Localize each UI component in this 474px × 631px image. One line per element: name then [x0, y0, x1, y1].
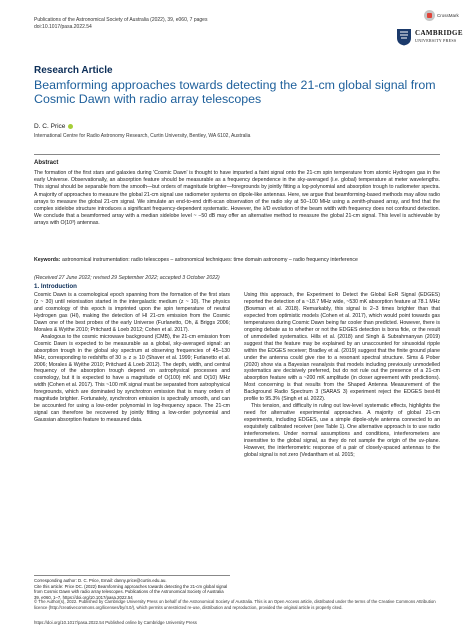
- section-heading: 1. Introduction: [34, 283, 77, 290]
- journal-doi[interactable]: doi:10.1017/pasa.2022.54: [34, 23, 92, 30]
- footnotes: [34, 575, 230, 600]
- journal-header: [34, 17, 207, 30]
- citation-note: Cite this article: Price DC. (2022) Beamforming approaches towards detecting the 21-cm global signal from Cosmic Dawn with radio array telescopes. Publications of the Astronomical Society of Australia 39, e060, 1–7. https://doi.org/10.1017/pasa.2022.54: [34, 583, 228, 600]
- intro-paragraph-2: Analogous to the cosmic microwave background (CMB), the 21-cm emission from Cosmic Dawn is expected to be measurable as a global, sky-averaged signal: an absorption trough in the global sky spectrum at observing frequencies of 45–130 MHz, corresponding to redshifts of 30 ≳ z ≳ 10 (Shaver et al. 1999; Furlanetto et al. 2006; Morales & Wyithe 2010; Pritchard & Loeb 2012). The depth, width, and central frequency of the absorption trough depend on astrophysical processes and cosmology, but it is expected to have a magnitude of O(100) mK and O(10) MHz width (Cohen et al. 2017). This ~100 mK signal must be separated from astrophysical foregrounds, which are dominated by synchrotron emission that is many orders of magnitude brighter. Fortunately, synchrotron emission is spectrally smooth, and can be accounted for using a low-order polynomial in log-frequency space. The 21-cm signal can therefore be recovered by jointly fitting a low-order polynomial and Gaussian absorption feature to measured data.: [34, 333, 230, 424]
- article-type: Research Article: [34, 65, 113, 76]
- publisher-logo: [396, 26, 470, 48]
- keywords-label: Keywords:: [34, 257, 61, 263]
- abstract-heading: Abstract: [34, 160, 59, 166]
- copyright-notice: © The Author(s), 2022. Published by Cambridge University Press on behalf of the Astronomical Society of Australia. This is an Open Access article, distributed under the terms of the Creative Commons Attribution licence (http://creativecommons.org/licenses/by/4.0/), which permits unrestricted re-use, distribution and reproduction, provided the original article is properly cited.: [34, 599, 436, 610]
- author-line: [34, 123, 73, 130]
- affiliation: International Centre for Radio Astronomy Research, Curtin University, Bentley, WA 6102, Australia: [34, 133, 251, 139]
- intro-paragraph-4: This tension, and difficulty in ruling out low-level systematic effects, highlights the need for alternative experimental approaches. A majority of global 21-cm experiments, including EDGES, use a simple dipole-style antenna connected to an exquisitely calibrated receiver (see Table 1). One alternative approach is to use radio interferometers. Under normal assumptions and conditions, interferometers are insensitive to the global signal, as they do not sample the origin of the uv-plane. However, the interferometric response of a pair of closely-spaced antennas to the global signal is not zero (Vedantham et al. 2015;: [244, 403, 440, 458]
- journal-citation: Publications of the Astronomical Society of Australia (2022), 39, e060, 7 pages: [34, 17, 208, 23]
- received-dates: (Received 27 June 2022; revised 29 September 2022; accepted 3 October 2022): [34, 275, 220, 281]
- publisher-subname: UNIVERSITY PRESS: [415, 38, 457, 43]
- right-column: [244, 292, 440, 459]
- abstract-text: The formation of the first stars and galaxies during 'Cosmic Dawn' is thought to have imparted a faint signal onto the 21-cm spin temperature from atomic Hydrogen gas in the early Universe. Observationally, an absorption feature should be measurable as a frequency dependence in the sky-averaged (i.e. global) temperature at meter wavelengths. This signal should be separable from the smooth—but orders of magnitude brighter—foregrounds by jointly fitting a log-polynomial and absorption trough to radiometer spectra. A majority of approaches to measure the global 21-cm signal use radiometer systems on dipole-like antennas. Here, we argue that beamforming-based methods may allow radio arrays to measure the global 21-cm signal. We simulate an end-to-end drift-scan observation of the radio sky at 50–100 MHz using a zenith-phased array, and find that the complex sidelobe structure introduces a significant frequency-dependent systematic. However, the λ/D evolution of the beam width with frequency does not confound detection. We conclude that a beamformed array with a median sidelobe level ~ −50 dB may offer an alternative method to measure the global 21-cm signal. This level is achievable by arrays with O(10³) antennas.: [34, 170, 440, 227]
- orcid-icon[interactable]: [68, 124, 73, 129]
- intro-paragraph-3: Using this approach, the Experiment to Detect the Global EoR Signal (EDGES) reported the detection of a ~18.7 MHz wide, ~530 mK absorption feature at 78.1 MHz (Bowman et al. 2018). Remarkably, this signal is 2–3 times brighter than that expected from optimistic models (Cohen et al. 2017), which would point towards gas temperatures during Cosmic Dawn being far cooler than predicted. However, there is ongoing debate as to whether or not the EDGES detection is bona fide, or the result of unmodelled systematics. Hills et al. (2018) and Singh & Subrahmanyan (2019) suggest that the feature may be explained by an unaccounted for sinusoidal ripple within the EDGES receiver; Bradley et al. (2019) suggest that the finite ground plane under the antenna could give rise to a resonant spectral structure. Sims & Pober (2020) show via a Bayesian reanalysis that models including previously unmodelled systematics are decisively preferred, but do not rule out the presence of a 21-cm absorption feature with a ~200 mK amplitude (in closer agreement with predictions). Most concerning is that results from the Shaped Antenna Measurement of the Background Radio Spectrum 3 (SARAS 3) experiment reject the EDGES best-fit profile to 95.3% (Singh et al. 2022).: [244, 292, 440, 403]
- publisher-name: CAMBRIDGE: [415, 29, 463, 37]
- crossmark-icon: [424, 10, 435, 21]
- divider: [34, 154, 440, 155]
- keywords-text: astronomical instrumentation: radio telescopes – astronomical techniques: time domain astronomy – radio frequency interference: [61, 257, 358, 263]
- intro-paragraph-1: Cosmic Dawn is a cosmological epoch spanning from the formation of the first stars (z ~ 30) until reionisation started in the intergalactic medium (z ~ 10). The physics and cosmology of this epoch is imprinted upon the spin temperature of neutral Hydrogen gas (HI), making the detection of HI 21-cm emission from the Cosmic Dawn one of the best probes of the early Universe (Furlanetto, Oh, & Briggs 2006; Morales & Wyithe 2010; Pritchard & Loeb 2012; Cohen et al. 2017).: [34, 292, 230, 333]
- crossmark-label: CrossMark: [437, 12, 459, 18]
- cup-crest-icon: [396, 28, 412, 46]
- keywords: [34, 257, 440, 264]
- corresponding-author: Corresponding author: D. C. Price, Email: danny.price@curtin.edu.au.: [34, 578, 167, 583]
- doi-footer[interactable]: https://doi.org/10.1017/pasa.2022.54 Published online by Cambridge University Press: [34, 620, 197, 625]
- crossmark-badge[interactable]: [424, 8, 470, 22]
- author-name[interactable]: D. C. Price: [34, 123, 66, 130]
- left-column: [34, 292, 230, 424]
- article-title: Beamforming approaches towards detecting the 21-cm global signal from Cosmic Dawn with radio array telescopes: [34, 78, 436, 106]
